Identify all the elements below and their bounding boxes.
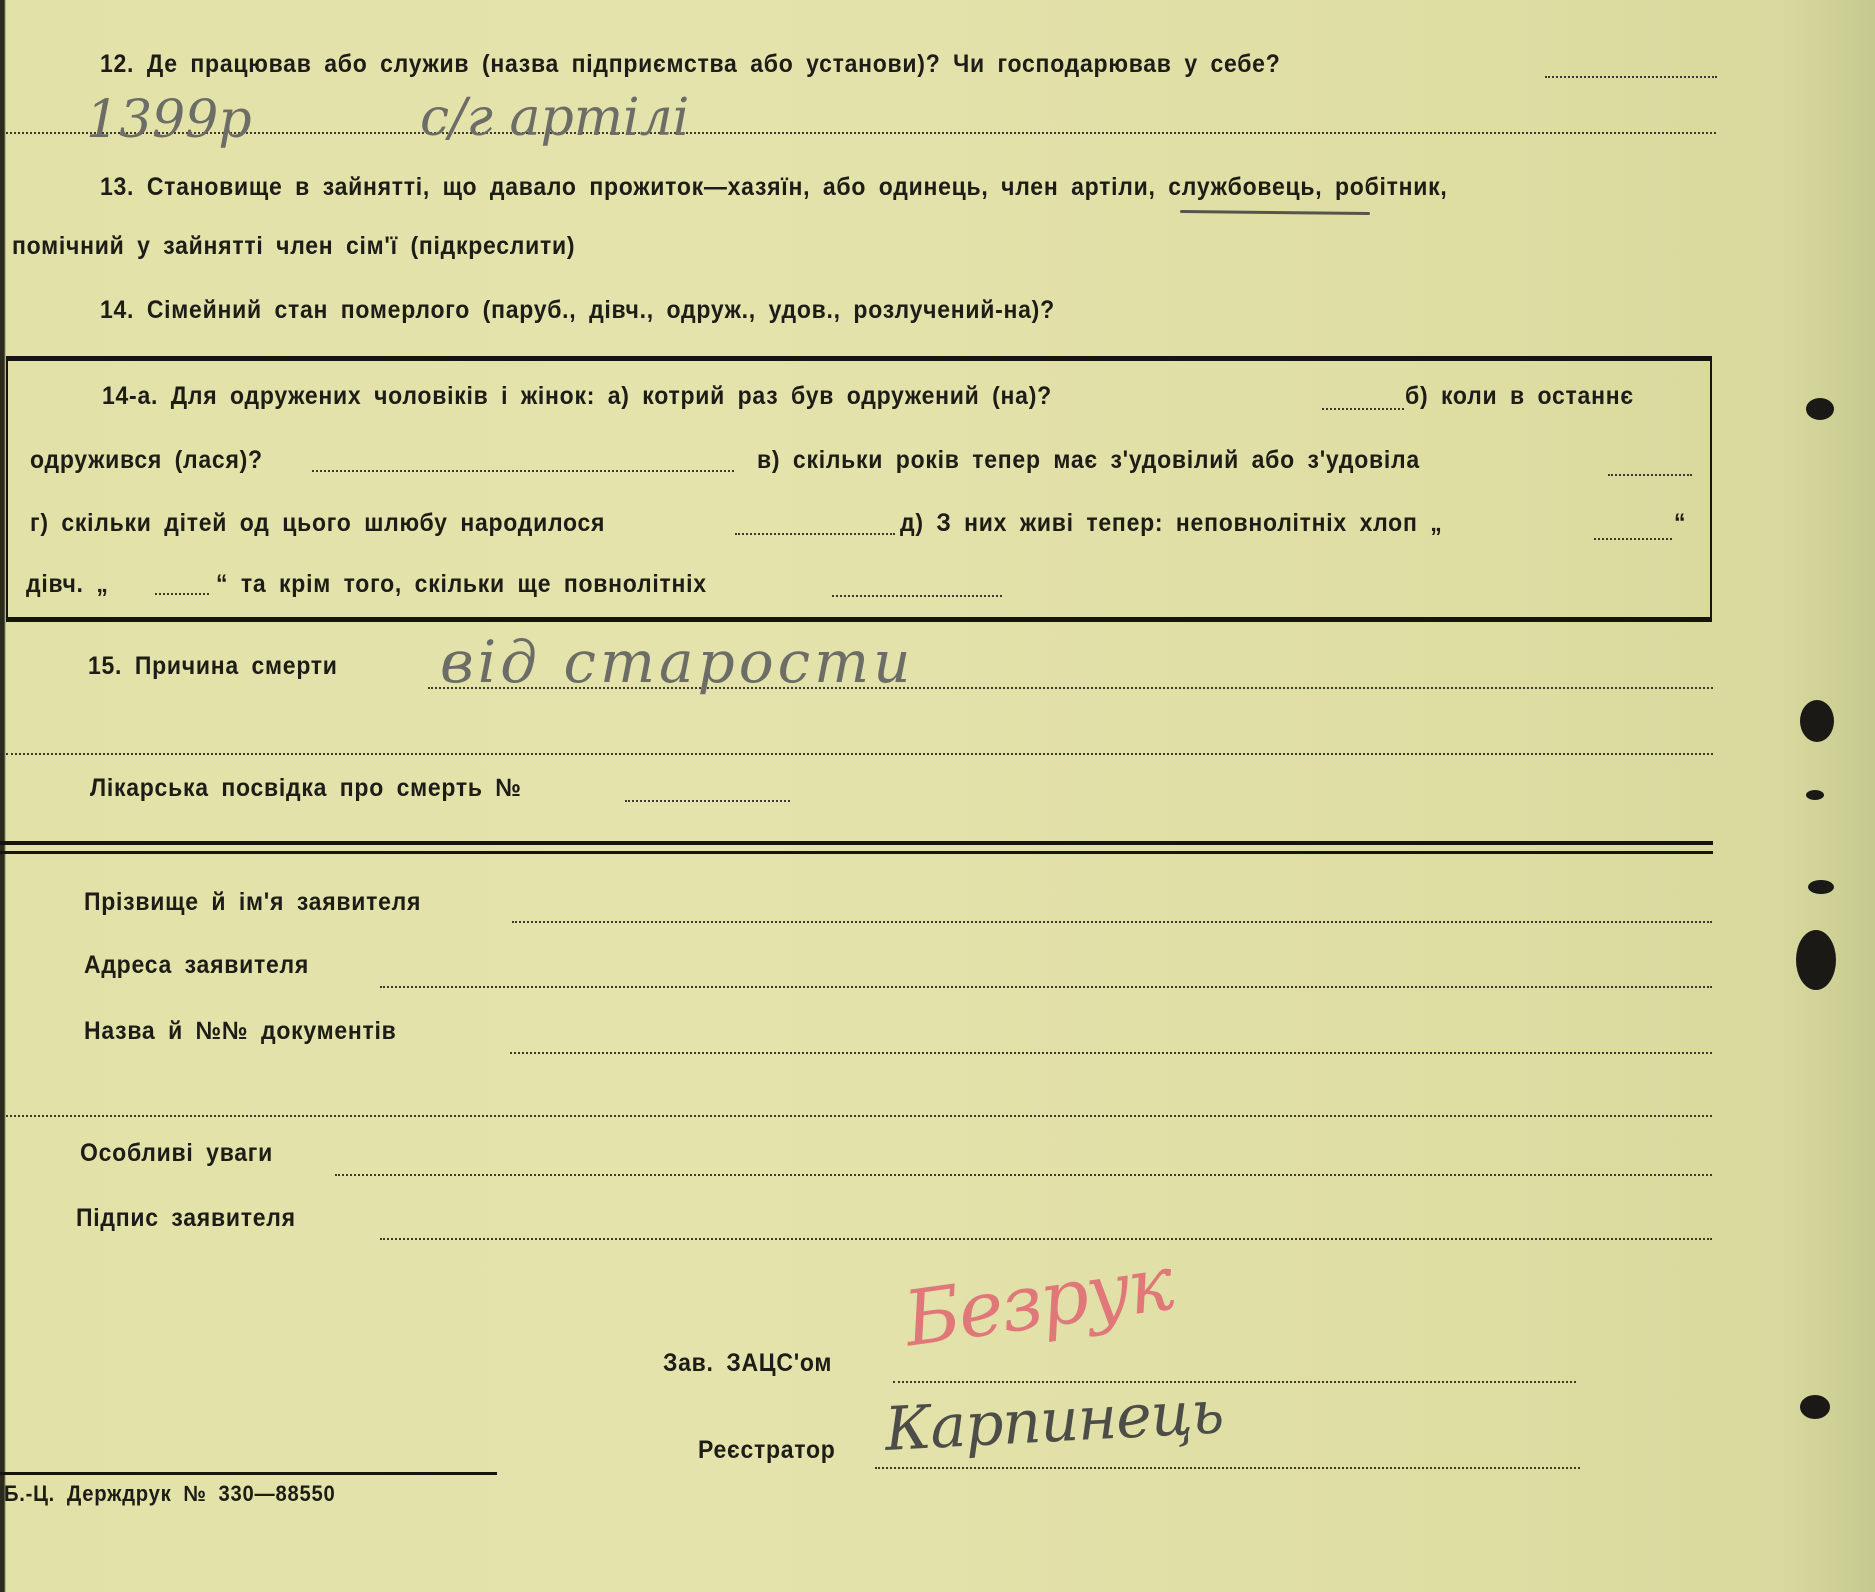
q14a-line1a: 14-а. Для одружених чоловіків і жінок: а) котрий раз був одружений (на)? [102, 382, 1052, 410]
applicant-signature-label: Підпис заявителя [76, 1204, 296, 1232]
punch-hole [1800, 1395, 1830, 1419]
section-divider-top [0, 841, 1713, 845]
q12-answer-line-2 [6, 132, 1716, 134]
medical-certificate-field [625, 800, 790, 802]
applicant-address-field[interactable] [380, 986, 1712, 988]
documents-field-2[interactable] [6, 1115, 1712, 1117]
q14a-boys-field [1594, 538, 1672, 540]
applicant-name-label: Прізвище й ім'я заявителя [84, 888, 422, 916]
documents-field[interactable] [510, 1052, 1712, 1054]
q12-handwritten-answer: с/г артілі [420, 88, 690, 148]
q14a-line2a: одружився (лася)? [30, 446, 263, 474]
q14a-line3a: г) скільки дітей од цього шлюбу народилося [30, 509, 606, 537]
applicant-name-field[interactable] [512, 921, 1712, 923]
punch-hole [1806, 398, 1834, 420]
applicant-signature-field[interactable] [380, 1238, 1712, 1240]
q13-label-line2: помічний у зайнятті член сім'ї (підкреслити) [12, 232, 576, 260]
q14a-line3b: д) З них живі тепер: неповнолітніх хлоп „ [900, 509, 1443, 537]
registrar-label: Реєстратор [698, 1436, 836, 1464]
q14-label: 14. Сімейний стан померлого (паруб., дівч., одруж., удов., розлучений-на)? [100, 296, 1055, 324]
q14a-g-field [735, 533, 895, 535]
section-divider-bottom [0, 851, 1713, 854]
q14a-line3c: “ [1674, 509, 1687, 537]
q14a-line4a: дівч. „ [26, 570, 109, 598]
q14a-line1b: б) коли в останнє [1405, 382, 1634, 410]
notes-label: Особливі уваги [80, 1139, 273, 1167]
q13-underline-member-of-artel [1180, 210, 1370, 215]
printer-mark: Б.-Ц. Держдрук № 330—88550 [4, 1481, 336, 1506]
registrar-signature: Карпинець [883, 1377, 1225, 1465]
q15-answer-line-2 [6, 753, 1713, 755]
punch-hole [1808, 880, 1834, 894]
q14a-line2b: в) скільки років тепер має з'удовілий або з'удовіла [757, 446, 1420, 474]
applicant-address-label: Адреса заявителя [84, 951, 310, 979]
q12-handwritten-number: 1399р [86, 90, 252, 150]
q15-handwritten-answer: від старости [440, 628, 915, 696]
head-zags-label: Зав. ЗАЦС'ом [663, 1349, 833, 1377]
registrar-signature-line [875, 1467, 1580, 1469]
notes-field[interactable] [335, 1174, 1712, 1176]
q13-label-line1: 13. Становище в зайнятті, що давало прожиток—хазяїн, або одинець, член артіли, службовець, робітник, [100, 173, 1448, 201]
q15-label: 15. Причина смерти [88, 652, 338, 680]
punch-hole [1806, 790, 1824, 800]
punch-hole [1796, 930, 1836, 990]
q14a-adults-field [832, 595, 1002, 597]
paper-edge-shading [1780, 0, 1875, 1592]
documents-label: Назва й №№ документів [84, 1017, 397, 1045]
q14a-line4b: “ та крім того, скільки ще повнолітніх [216, 570, 707, 598]
q14a-a-field [1322, 408, 1404, 410]
q14a-girls-field [155, 593, 209, 595]
medical-certificate-label: Лікарська посвідка про смерть № [90, 774, 522, 802]
q12-label: 12. Де працював або служив (назва підприємства або установи)? Чи господарював у себе? [100, 50, 1281, 78]
head-red-signature: Безрук [898, 1238, 1177, 1364]
head-zags-signature-line [893, 1381, 1576, 1383]
q14a-b-field [312, 470, 734, 472]
footer-rule [0, 1472, 497, 1475]
q14a-v-field [1608, 474, 1692, 476]
q12-answer-line [1545, 76, 1717, 78]
punch-hole [1800, 700, 1834, 742]
